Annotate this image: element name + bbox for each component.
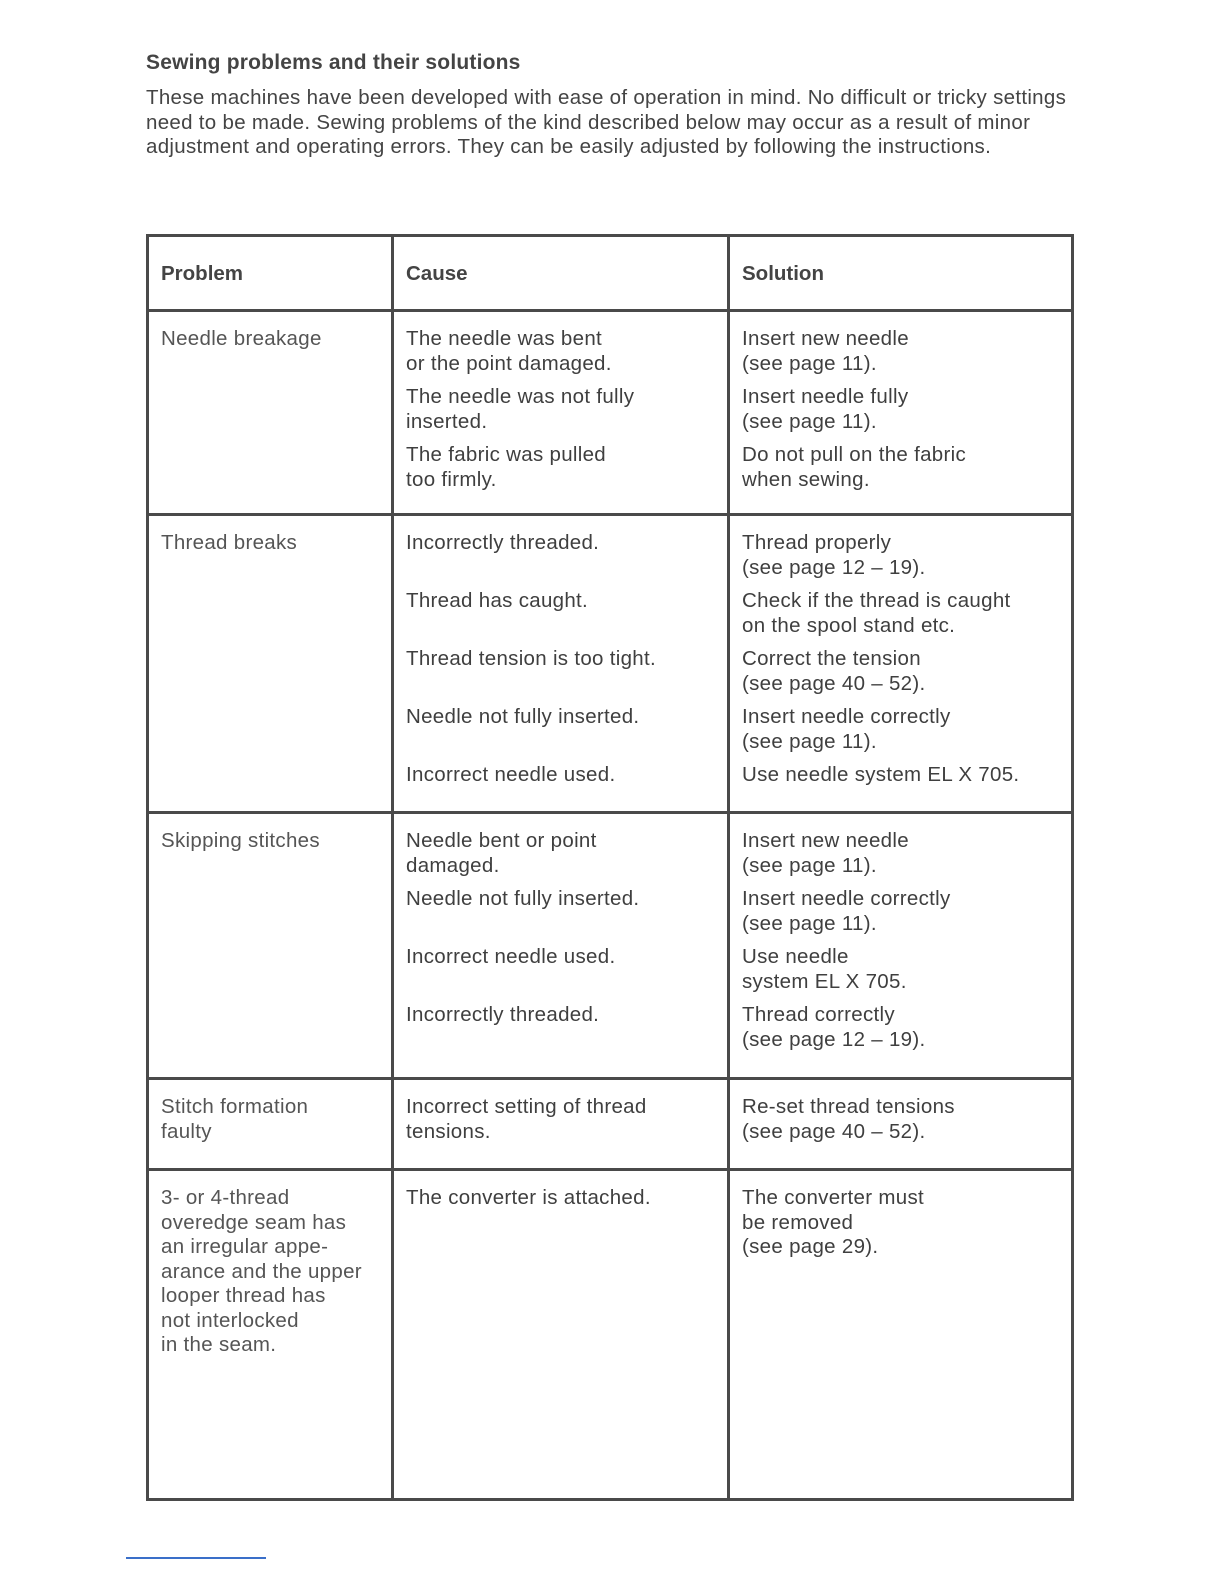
problem-cell <box>148 311 393 515</box>
solution-entry: Do not pull on the fabric when sewing. <box>742 443 967 491</box>
cause-entry: The needle was bent or the point damaged. <box>406 327 612 375</box>
problem-text: Stitch formation faulty <box>161 1095 309 1143</box>
cause-entry: Incorrect needle used. <box>406 763 616 786</box>
header-cause: Cause <box>393 236 729 311</box>
cause-entry: Needle not fully inserted. <box>406 705 640 728</box>
problem-cell <box>148 1170 393 1500</box>
cause-entry: Incorrectly threaded. <box>406 1003 600 1026</box>
solution-cell <box>729 1079 1073 1170</box>
solution-entry: Thread properly (see page 12 – 19). <box>742 531 926 579</box>
header-solution: Solution <box>729 236 1073 311</box>
cause-entry: Incorrectly threaded. <box>406 531 600 554</box>
table-header-row <box>148 236 1073 311</box>
solution-entry: The converter must be removed (see page 29). <box>742 1186 924 1258</box>
header-problem: Problem <box>148 236 393 311</box>
table-row <box>148 311 1073 515</box>
solution-entry: Insert needle correctly (see page 11). <box>742 887 951 935</box>
solution-entry: Check if the thread is caught on the spool stand etc. <box>742 589 1011 637</box>
table-row <box>148 1079 1073 1170</box>
table-row <box>148 515 1073 813</box>
cause-cell <box>393 311 729 515</box>
solution-cell <box>729 311 1073 515</box>
solution-entry: Use needle system EL X 705. <box>742 945 907 993</box>
solution-entry: Correct the tension (see page 40 – 52). <box>742 647 926 695</box>
cause-entry: Needle bent or point damaged. <box>406 829 597 877</box>
cause-cell <box>393 515 729 813</box>
cause-cell <box>393 1170 729 1500</box>
problem-text: Thread breaks <box>161 531 298 554</box>
cause-entry: The fabric was pulled too firmly. <box>406 443 607 491</box>
solution-entry: Insert new needle (see page 11). <box>742 327 909 375</box>
cause-cell <box>393 813 729 1079</box>
solution-entry: Re-set thread tensions (see page 40 – 52). <box>742 1095 955 1143</box>
solution-entry: Use needle system EL X 705. <box>742 763 1020 786</box>
page-title: Sewing problems and their solutions <box>146 51 521 74</box>
problem-text: 3- or 4-thread overedge seam has an irregular appe- arance and the upper looper thread has not interlocked in the seam. <box>161 1186 362 1356</box>
solution-entry: Insert needle fully (see page 11). <box>742 385 909 433</box>
cause-entry: Thread has caught. <box>406 589 589 612</box>
problem-text: Skipping stitches <box>161 829 320 852</box>
problem-cell <box>148 515 393 813</box>
solution-entry: Insert new needle (see page 11). <box>742 829 909 877</box>
solution-cell <box>729 813 1073 1079</box>
cause-entry: Incorrect setting of thread tensions. <box>406 1095 647 1143</box>
footer-divider <box>126 1557 266 1559</box>
cause-cell <box>393 1079 729 1170</box>
table-row <box>148 1170 1073 1500</box>
solution-cell <box>729 515 1073 813</box>
solution-entry: Thread correctly (see page 12 – 19). <box>742 1003 926 1051</box>
solution-entry: Insert needle correctly (see page 11). <box>742 705 951 753</box>
cause-entry: Thread tension is too tight. <box>406 647 656 670</box>
cause-entry: Needle not fully inserted. <box>406 887 640 910</box>
problem-text: Needle breakage <box>161 327 322 350</box>
cause-entry: Incorrect needle used. <box>406 945 616 968</box>
troubleshooting-table <box>146 234 1074 1501</box>
table-row <box>148 813 1073 1079</box>
problem-cell <box>148 813 393 1079</box>
cause-entry: The converter is attached. <box>406 1186 651 1209</box>
problem-cell <box>148 1079 393 1170</box>
cause-entry: The needle was not fully inserted. <box>406 385 635 433</box>
solution-cell <box>729 1170 1073 1500</box>
intro-paragraph: These machines have been developed with ease of operation in mind. No difficult or tricky settings need to be made. Sewing problems of the kind described below may occur as a result of minor adjustment and operating errors. They can be easily adjusted by following the instructions. <box>146 86 1067 158</box>
